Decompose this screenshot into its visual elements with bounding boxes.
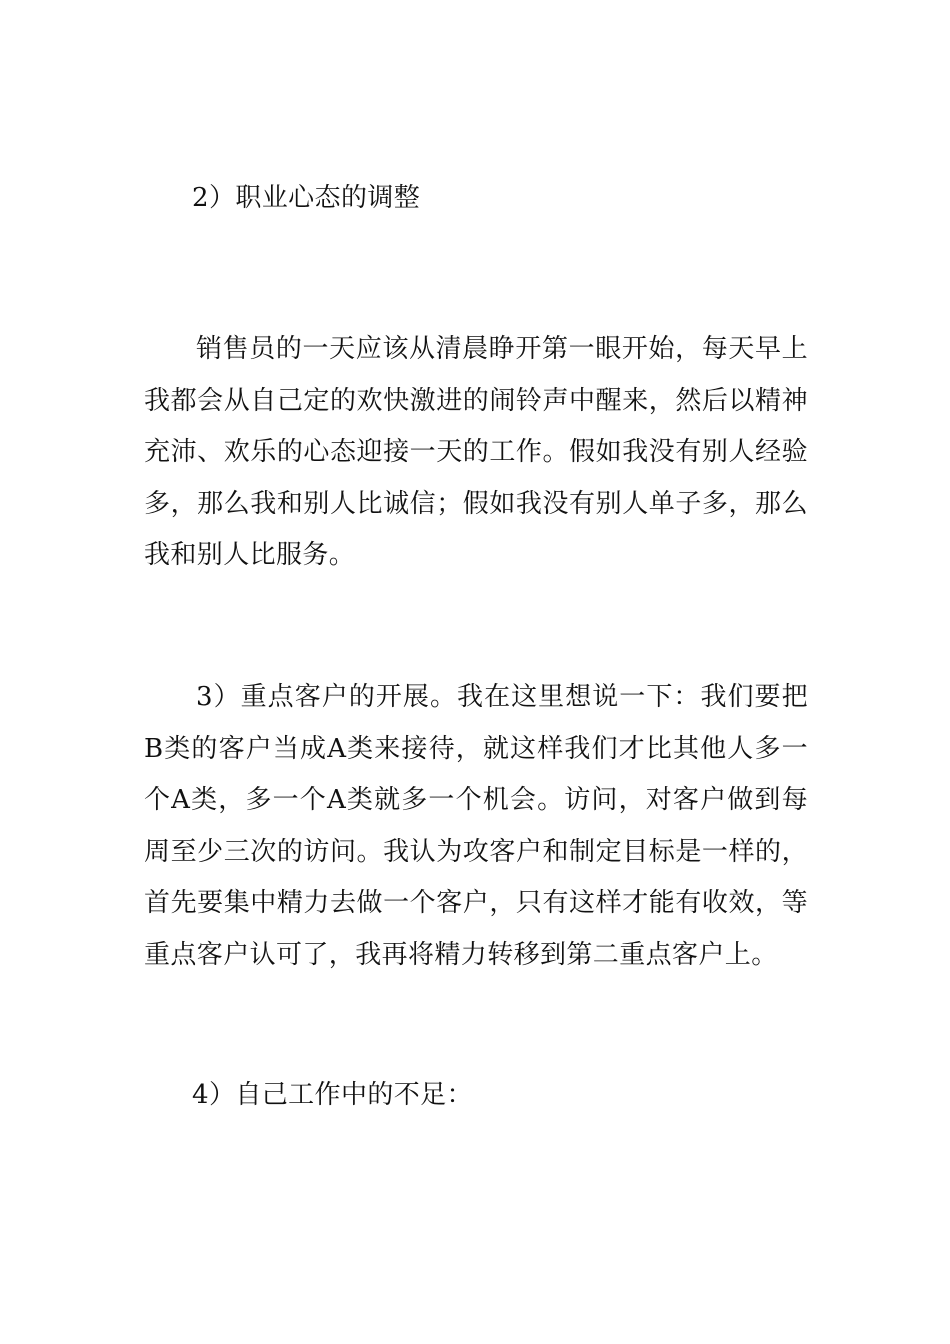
section-heading-4: 4）自己工作中的不足： [192,1080,473,1110]
section-heading-2: 2）职业心态的调整 [192,183,421,213]
paragraph-key-customers: 3）重点客户的开展。我在这里想说一下：我们要把B类的客户当成A类来接待，就这样我们才比其他人多一个A类，多一个A类就多一个机会。访问，对客户做到每周至少三次的访问。我认为攻客户和制定目标是一样的，首先要集中精力去做一个客户，只有这样才能有收效，等重点客户认可了，我再将精力转移到第二重点客户上。 [144,682,808,970]
paragraph-sales-mindset: 销售员的一天应该从清晨睁开第一眼开始，每天早上我都会从自己定的欢快激进的闹铃声中醒来，然后以精神充沛、欢乐的心态迎接一天的工作。假如我没有别人经验多，那么我和别人比诚信；假如我没有别人单子多，那么我和别人比服务。 [144,334,808,570]
